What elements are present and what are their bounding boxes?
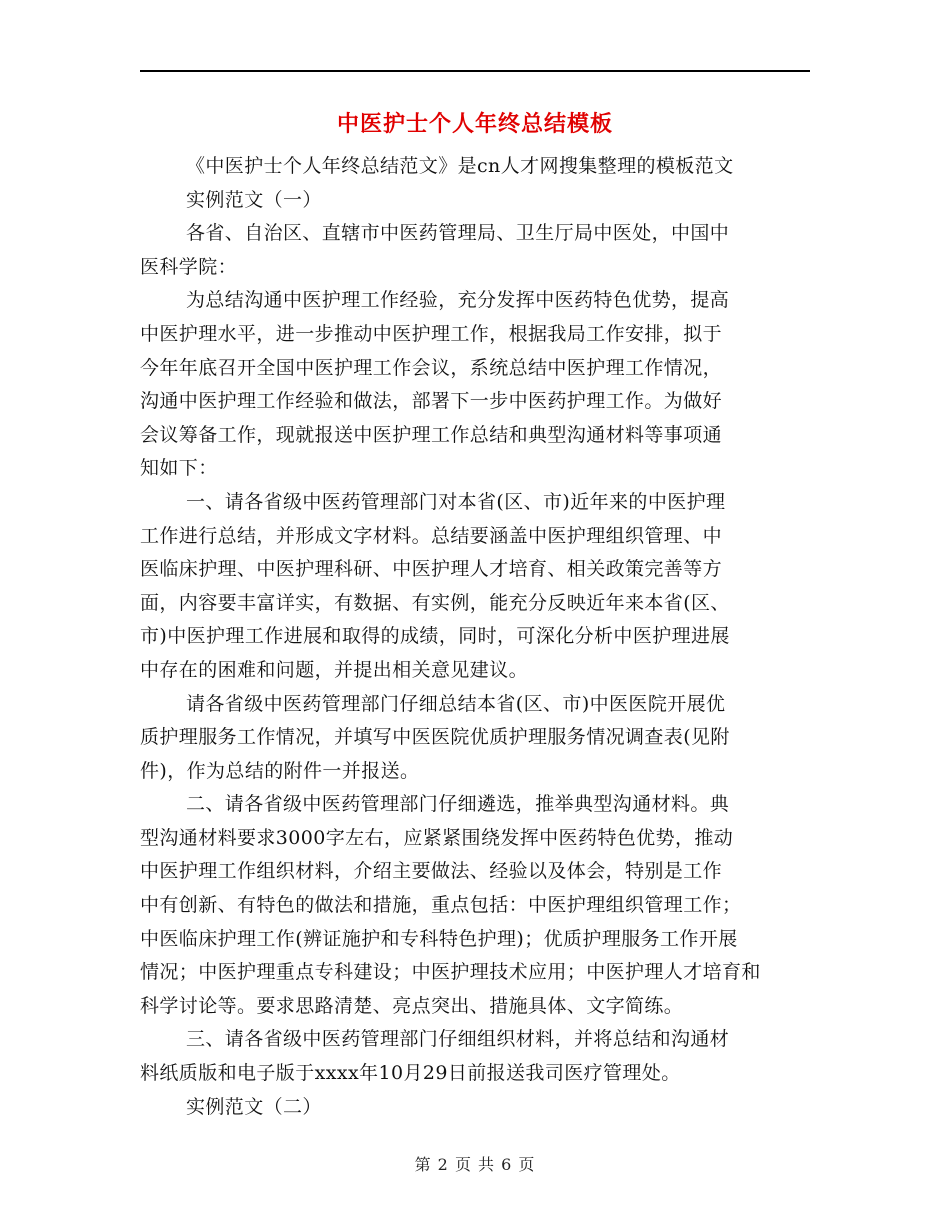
- paragraph-line: 料纸质版和电子版于xxxx年10月29日前报送我司医疗管理处。: [140, 1062, 681, 1085]
- paragraph-line: 科学讨论等。要求思路清楚、亮点突出、措施具体、文字简练。: [140, 994, 684, 1017]
- paragraph-line: 实例范文（二）: [186, 1095, 322, 1118]
- paragraph-line: 知如下：: [140, 457, 218, 480]
- paragraph-line: 为总结沟通中医护理工作经验，充分发挥中医药特色优势，提高: [186, 289, 730, 312]
- paragraph-line: 中存在的困难和问题，并提出相关意见建议。: [140, 658, 529, 681]
- paragraph-line: 二、请各省级中医药管理部门仔细遴选，推举典型沟通材料。典: [186, 793, 730, 816]
- paragraph-line: 面，内容要丰富详实，有数据、有实例，能充分反映近年来本省(区、: [140, 591, 730, 614]
- paragraph-line: 情况；中医护理重点专科建设；中医护理技术应用；中医护理人才培育和: [140, 961, 761, 984]
- paragraph-line: 《中医护士个人年终总结范文》是cn人才网搜集整理的模板范文: [186, 155, 734, 177]
- paragraph-line: 中医临床护理工作(辨证施护和专科特色护理)；优质护理服务工作开展: [140, 927, 738, 950]
- paragraph-line: 会议筹备工作，现就报送中医护理工作总结和典型沟通材料等事项通: [140, 423, 723, 446]
- header-rule: [140, 70, 810, 72]
- paragraph-line: 实例范文（一）: [186, 188, 322, 211]
- paragraph-line: 医临床护理、中医护理科研、中医护理人才培育、相关政策完善等方: [140, 558, 723, 581]
- paragraph-line: 今年年底召开全国中医护理工作会议，系统总结中医护理工作情况，: [140, 356, 723, 379]
- paragraph-line: 三、请各省级中医药管理部门仔细组织材料，并将总结和沟通材: [186, 1028, 730, 1051]
- paragraph-line: 中医护理工作组织材料，介绍主要做法、经验以及体会，特别是工作: [140, 860, 723, 883]
- paragraph-line: 中有创新、有特色的做法和措施，重点包括：中医护理组织管理工作；: [140, 894, 742, 917]
- paragraph-line: 质护理服务工作情况，并填写中医医院优质护理服务情况调查表(见附: [140, 726, 730, 749]
- paragraph-line: 型沟通材料要求3000字左右，应紧紧围绕发挥中医药特色优势，推动: [140, 826, 734, 849]
- paragraph-line: 中医护理水平，进一步推动中医护理工作，根据我局工作安排，拟于: [140, 322, 723, 345]
- paragraph-line: 医科学院：: [140, 255, 238, 278]
- paragraph-line: 件)，作为总结的附件一并报送。: [140, 759, 420, 782]
- paragraph-line: 工作进行总结，并形成文字材料。总结要涵盖中医护理组织管理、中: [140, 524, 723, 547]
- paragraph-line: 沟通中医护理工作经验和做法，部署下一步中医药护理工作。为做好: [140, 390, 723, 413]
- page-footer: 第 2 页 共 6 页: [414, 1155, 536, 1174]
- paragraph-line: 市)中医护理工作进展和取得的成绩，同时，可深化分析中医护理进展: [140, 625, 730, 648]
- document-body: [140, 150, 810, 1124]
- paragraph-line: 一、请各省级中医药管理部门对本省(区、市)近年来的中医护理: [186, 490, 726, 513]
- document-title: 中医护士个人年终总结模板: [336, 111, 613, 137]
- paragraph-line: 各省、自治区、直辖市中医药管理局、卫生厅局中医处，中国中: [186, 222, 730, 245]
- paragraph-line: 请各省级中医药管理部门仔细总结本省(区、市)中医医院开展优: [186, 692, 726, 715]
